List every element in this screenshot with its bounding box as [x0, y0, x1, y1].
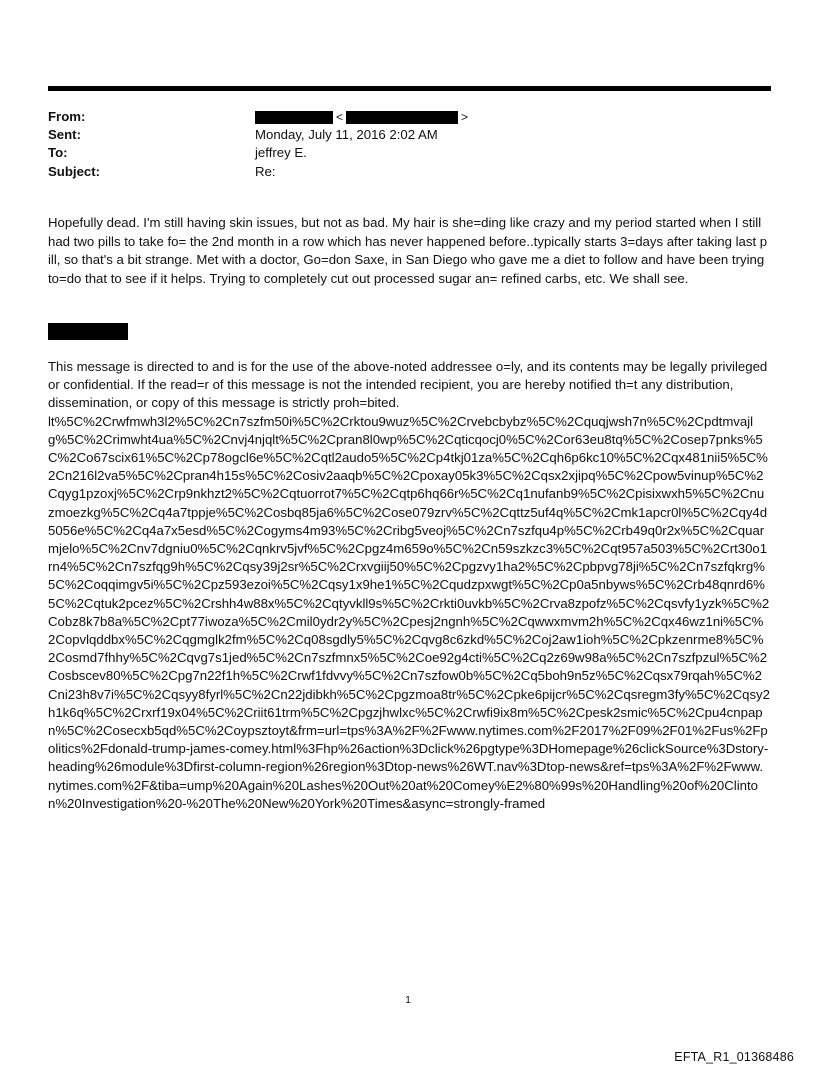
disclaimer-block — [48, 358, 770, 813]
redacted-signature — [48, 323, 128, 340]
redacted-sender-email — [346, 111, 458, 124]
redacted-sender-name — [255, 111, 333, 124]
from-label: From: — [48, 109, 86, 124]
message-body: Hopefully dead. I'm still having skin issues, but not as bad. My hair is she=ding like crazy and my period started when I still had two pills to take fo= the 2nd month in a row which has never happened before..typically starts 3=days after taking last pill, so that's a bit strange. Met with a doctor, Go=don Saxe, in San Diego who gave me a diet to follow and have been trying to=do that to see if it helps. Trying to completely cut out processed sugar an= refined carbs, etc. We shall see. — [48, 215, 768, 286]
header-divider-rule — [48, 86, 771, 91]
to-row — [48, 144, 771, 162]
sent-label: Sent: — [48, 127, 81, 143]
from-row — [48, 108, 771, 126]
page-number: 1 — [405, 994, 411, 1006]
from-open-bracket: < — [336, 110, 344, 124]
from-close-bracket: > — [461, 110, 469, 124]
subject-row — [48, 163, 771, 181]
sent-row — [48, 126, 771, 144]
to-label: To: — [48, 145, 68, 161]
disclaimer-text: This message is directed to and is for the use of the above-noted addressee o=ly, and its contents may be legally privileged or confidential. If the read=r of this message is not the intended recipient, you are hereby notified th=t any distribution, dissemination, or copy of this message is strictly proh=bited. — [48, 359, 768, 411]
subject-value: Re: — [255, 163, 276, 179]
subject-label: Subject: — [48, 163, 101, 179]
email-header — [48, 108, 771, 181]
bates-number: EFTA_R1_01368486 — [674, 1050, 794, 1064]
from-value — [255, 108, 771, 126]
sent-value: Monday, July 11, 2016 2:02 AM — [255, 127, 438, 143]
to-value: jeffrey E. — [255, 145, 307, 161]
encoded-url-text: lt%5C%2Crwfmwh3l2%5C%2Cn7szfm50i%5C%2Crktou9wuz%5C%2Crvebcbybz%5C%2Cquqjwsh7n%5C%2Cpdtmvajlg%5C%2Crimwht4ua%5C%2Cnvj4njqlt%5C%2Cpran8l0wp%5C%2Cqticqocj0%5C%2Cor63eu8tq%5C%2Cosep7pnks%5C%2Co67scix61%5C%2Cp78ogcl6e%5C%2Cqtl2audo5%5C%2Cp4tkj01za%5C%2Cqh6p6kc10%5C%2Cqx481nii5%5C%2Cn216l2va5%5C%2Cpran4h15s%5C%2Cosiv2aaqb%5C%2Cpoxay05k3%5C%2Cqsx2xjipq%5C%2Cpow5vinup%5C%2Cqyg1pzoxj%5C%2Crp9nkhzt2%5C%2Cqtuorrot7%5C%2Cqtp6hq66r%5C%2Cq1nufanb9%5C%2Cpisixwxh5%5C%2Cnuzmoezkg%5C%2Cq4a7tppje%5C%2Cosbq85ja6%5C%2Cose079zrv%5C%2Cqttz5uf4q%5C%2Cmk1apcr0l%5C%2Cqy4d5056e%5C%2Cq4a7x5esd%5C%2Cogyms4m93%5C%2Cribg5veoj%5C%2Cn7szfqu4p%5C%2Crb49q0r2x%5C%2Cquarmjelo%5C%2Cnv7dgniu0%5C%2Cqnkrv5jvf%5C%2Cpgz4m659o%5C%2Cn59szkzc3%5C%2Cqt957a503%5C%2Crt30o1rn4%5C%2Cn7szfqg9h%5C%2Cqsy39j2sr%5C%2Crxvgiij50%5C%2Cpgzvy1ha2%5C%2Cpbpvg78ji%5C%2Cn7szfqkrg%5C%2Coqqimgv5i%5C%2Cpz593ezoi%5C%2Cqsy1x9he1%5C%2Cqudzpxwgt%5C%2Cp0a5nbyws%5C%2Crb48qnrd6%5C%2Cqtuk2pcez%5C%2Crshh4w88x%5C%2Cqtyvkll9s%5C%2Crkti0uvkb%5C%2Crva8zpofz%5C%2Cqsvfy1yzk%5C%2Cobz8k7b8a%5C%2Cpt77iwoza%5C%2Cmil0ydr2y%5C%2Cpesj2ngnh%5C%2Cqwwxmvm2h%5C%2Cqx46wz1ni%5C%2Copvlqddbx%5C%2Cqgmglk2fm%5C%2Cq08sgdly5%5C%2Cqvg8c6zkd%5C%2Coj2aw1ioh%5C%2Cpkzenrme8%5C%2Cosmd7fhhy%5C%2Cqvg7s1jed%5C%2Cn7szfmnx5%5C%2Coe92g4cti%5C%2Cq2z69w98a%5C%2Cn7szfpzul%5C%2Cosbscev80%5C%2Cpg7n22f1h%5C%2Crwf1fdvvy%5C%2Cn7szfow0b%5C%2Cq5boh9n5z%5C%2Cqsx79rqah%5C%2Cni23h8v7i%5C%2Cqsyy8fyrl%5C%2Cn22jdibkh%5C%2Cpgzmoa8tr%5C%2Cpke6pijcr%5C%2Cqsregm3fy%5C%2Cqsy2h1k6q%5C%2Crxrf19x04%5C%2Criit61trm%5C%2Cpgzjhwlxc%5C%2Crwfi9ix8m%5C%2Cpesk2smic%5C%2Cpu4cnpapn%5C%2Cosecxb5qd%5C%2Coypsztoyt&frm=url=tps%3A%2F%2Fwww.nytimes.com%2F2017%2F09%2F01%2Fus%2Fpolitics%2Fdonald-trump-james-comey.html%3Fhp%26action%3Dclick%26pgtype%3DHomepage%26clickSource%3Dstory-heading%26module%3Dfirst-column-region%26region%3Dtop-news%26WT.nav%3Dtop-news&ref=tps%3A%2F%2Fwww.nytimes.com%2F&tiba=ump%20Again%20Lashes%20Out%20at%20Comey%E2%80%99s%20Handling%20of%20Clinton%20Investigation%20-%20The%20New%20York%20Times&async=strongly-framed — [48, 413, 770, 811]
